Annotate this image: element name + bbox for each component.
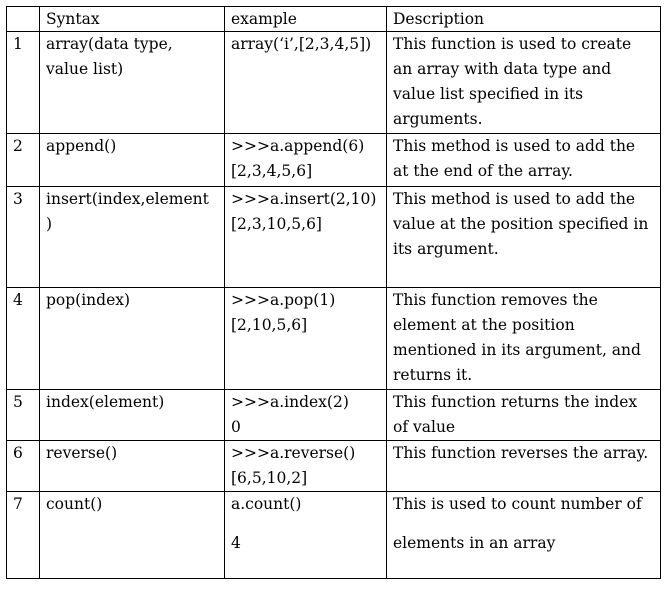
table-row bbox=[7, 492, 661, 579]
syntax-cell: reverse() bbox=[40, 441, 225, 492]
example-code: >>>a.index(2) bbox=[231, 393, 349, 411]
description-cell: This method is used to add the at the end of the array. bbox=[387, 134, 661, 187]
row-number: 7 bbox=[7, 492, 40, 579]
example-cell bbox=[225, 32, 387, 134]
table-row bbox=[7, 187, 661, 288]
syntax-cell: insert(index,element ) bbox=[40, 187, 225, 288]
description-cell: This function removes the element at the position mentioned in its argument, and returns it. bbox=[387, 288, 661, 390]
description-cell: This function reverses the array. bbox=[387, 441, 661, 492]
header-row bbox=[7, 7, 661, 32]
description-cell: This method is used to add the value at the position specified in its argument. bbox=[387, 187, 661, 288]
row-number: 5 bbox=[7, 390, 40, 441]
description-line: This is used to count number of bbox=[393, 495, 642, 513]
table-row bbox=[7, 441, 661, 492]
example-code: >>>a.reverse() bbox=[231, 444, 356, 462]
table-row bbox=[7, 32, 661, 134]
example-result: [2,3,4,5,6] bbox=[231, 162, 313, 180]
example-code: >>>a.insert(2,10) bbox=[231, 190, 377, 208]
row-number: 2 bbox=[7, 134, 40, 187]
example-cell bbox=[225, 288, 387, 390]
example-result: [6,5,10,2] bbox=[231, 469, 308, 487]
example-cell bbox=[225, 134, 387, 187]
example-cell bbox=[225, 187, 387, 288]
header-description: Description bbox=[387, 7, 661, 32]
example-code: >>>a.pop(1) bbox=[231, 291, 336, 309]
table-row bbox=[7, 134, 661, 187]
table-row bbox=[7, 288, 661, 390]
table-row bbox=[7, 390, 661, 441]
description-line: elements in an array bbox=[393, 534, 556, 552]
example-code: a.count() bbox=[231, 495, 302, 513]
description-cell: This function is used to create an array with data type and value list specified in its arguments. bbox=[387, 32, 661, 134]
row-number: 3 bbox=[7, 187, 40, 288]
row-number: 4 bbox=[7, 288, 40, 390]
example-code: >>>a.append(6) bbox=[231, 137, 365, 155]
example-result: [2,3,10,5,6] bbox=[231, 215, 322, 233]
header-number bbox=[7, 7, 40, 32]
syntax-cell: index(element) bbox=[40, 390, 225, 441]
example-cell bbox=[225, 441, 387, 492]
example-code: array(‘i’,[2,3,4,5]) bbox=[231, 35, 372, 53]
row-number: 6 bbox=[7, 441, 40, 492]
example-cell bbox=[225, 492, 387, 579]
syntax-cell: count() bbox=[40, 492, 225, 579]
header-syntax: Syntax bbox=[40, 7, 225, 32]
syntax-cell: pop(index) bbox=[40, 288, 225, 390]
example-result: 0 bbox=[231, 418, 241, 436]
description-cell: This function returns the index of value bbox=[387, 390, 661, 441]
description-cell bbox=[387, 492, 661, 579]
array-methods-table bbox=[6, 6, 661, 579]
spacer bbox=[231, 517, 380, 531]
row-number: 1 bbox=[7, 32, 40, 134]
example-result: [2,10,5,6] bbox=[231, 316, 308, 334]
example-result: 4 bbox=[231, 534, 241, 552]
syntax-cell: append() bbox=[40, 134, 225, 187]
syntax-cell: array(data type, value list) bbox=[40, 32, 225, 134]
spacer bbox=[393, 517, 654, 531]
example-cell bbox=[225, 390, 387, 441]
header-example: example bbox=[225, 7, 387, 32]
